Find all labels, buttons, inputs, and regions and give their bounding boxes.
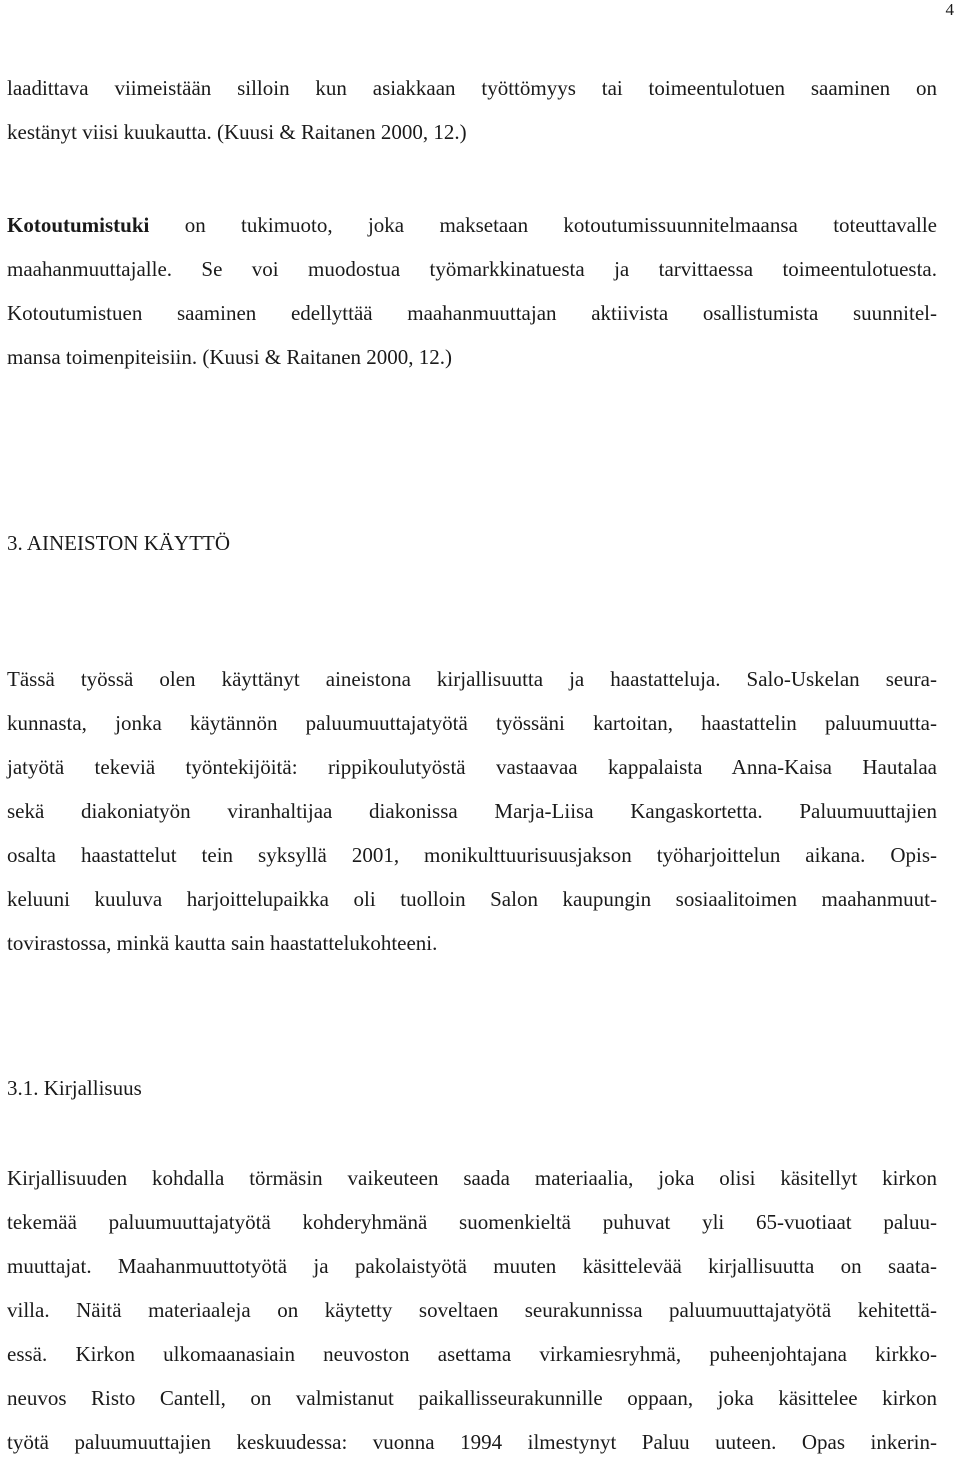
- paragraph-1: [7, 66, 937, 154]
- paragraph-3: [7, 657, 937, 965]
- text-line: villa. Näitä materiaaleja on käytetty soveltaen seurakunnissa paluumuuttajatyötä kehitettä-: [7, 1298, 937, 1322]
- paragraph-4: [7, 1156, 937, 1464]
- text-line: kestänyt viisi kuukautta. (Kuusi & Raitanen 2000, 12.): [7, 120, 467, 144]
- subsection-heading: 3.1. Kirjallisuus: [7, 1076, 142, 1100]
- bold-term: Kotoutumistuki: [7, 213, 150, 237]
- text-line: maahanmuuttajalle. Se voi muodostua työmarkkinatuesta ja tarvittaessa toimeentulotuesta.: [7, 257, 937, 281]
- text-line: muuttajat. Maahanmuuttotyötä ja pakolaistyötä muuten käsittelevää kirjallisuutta on saata-: [7, 1254, 937, 1278]
- text-line: tekemää paluumuuttajatyötä kohderyhmänä suomenkieltä puhuvat yli 65-vuotiaat paluu-: [7, 1210, 937, 1234]
- text-line: sekä diakoniatyön viranhaltijaa diakonissa Marja-Liisa Kangaskortetta. Paluumuuttajien: [7, 799, 937, 823]
- section-heading: 3. AINEISTON KÄYTTÖ: [7, 531, 231, 555]
- paragraph-2: [7, 203, 937, 379]
- text-line: tovirastossa, minkä kautta sain haastattelukohteeni.: [7, 931, 438, 955]
- page-number: 4: [945, 0, 954, 19]
- text-line: neuvos Risto Cantell, on valmistanut paikallisseurakunnille oppaan, joka käsittelee kirkon: [7, 1386, 937, 1410]
- text-line: Kotoutumistuen saaminen edellyttää maahanmuuttajan aktiivista osallistumista suunnitel-: [7, 301, 937, 325]
- text-line: jatyötä tekeviä työntekijöitä: rippikoulutyöstä vastaavaa kappalaista Anna-Kaisa Hautalaa: [7, 755, 937, 779]
- text-line: essä. Kirkon ulkomaanasiain neuvoston asettama virkamiesryhmä, puheenjohtajana kirkko-: [7, 1342, 937, 1366]
- text-line: Tässä työssä olen käyttänyt aineistona kirjallisuutta ja haastatteluja. Salo-Uskelan seura-: [7, 667, 937, 691]
- text-line: laadittava viimeistään silloin kun asiakkaan työttömyys tai toimeentulotuen saaminen on: [7, 76, 937, 100]
- text-line: keluuni kuuluva harjoittelupaikka oli tuolloin Salon kaupungin sosiaalitoimen maahanmuut-: [7, 887, 937, 911]
- text-line: työtä paluumuuttajien keskuudessa: vuonna 1994 ilmestynyt Paluu uuteen. Opas inkerin-: [7, 1430, 937, 1454]
- text-span: on tukimuoto, joka maksetaan kotoutumissuunnitelmaansa toteuttavalle: [149, 213, 937, 237]
- text-line: Kirjallisuuden kohdalla törmäsin vaikeuteen saada materiaalia, joka olisi käsitellyt kirkon: [7, 1166, 937, 1190]
- text-line: kunnasta, jonka käytännön paluumuuttajatyötä työssäni kartoitan, haastattelin paluumuutta-: [7, 711, 937, 735]
- text-line: mansa toimenpiteisiin. (Kuusi & Raitanen 2000, 12.): [7, 345, 453, 369]
- text-line: [7, 203, 937, 247]
- text-line: osalta haastattelut tein syksyllä 2001, monikulttuurisuusjakson työharjoittelun aikana. Opis-: [7, 843, 937, 867]
